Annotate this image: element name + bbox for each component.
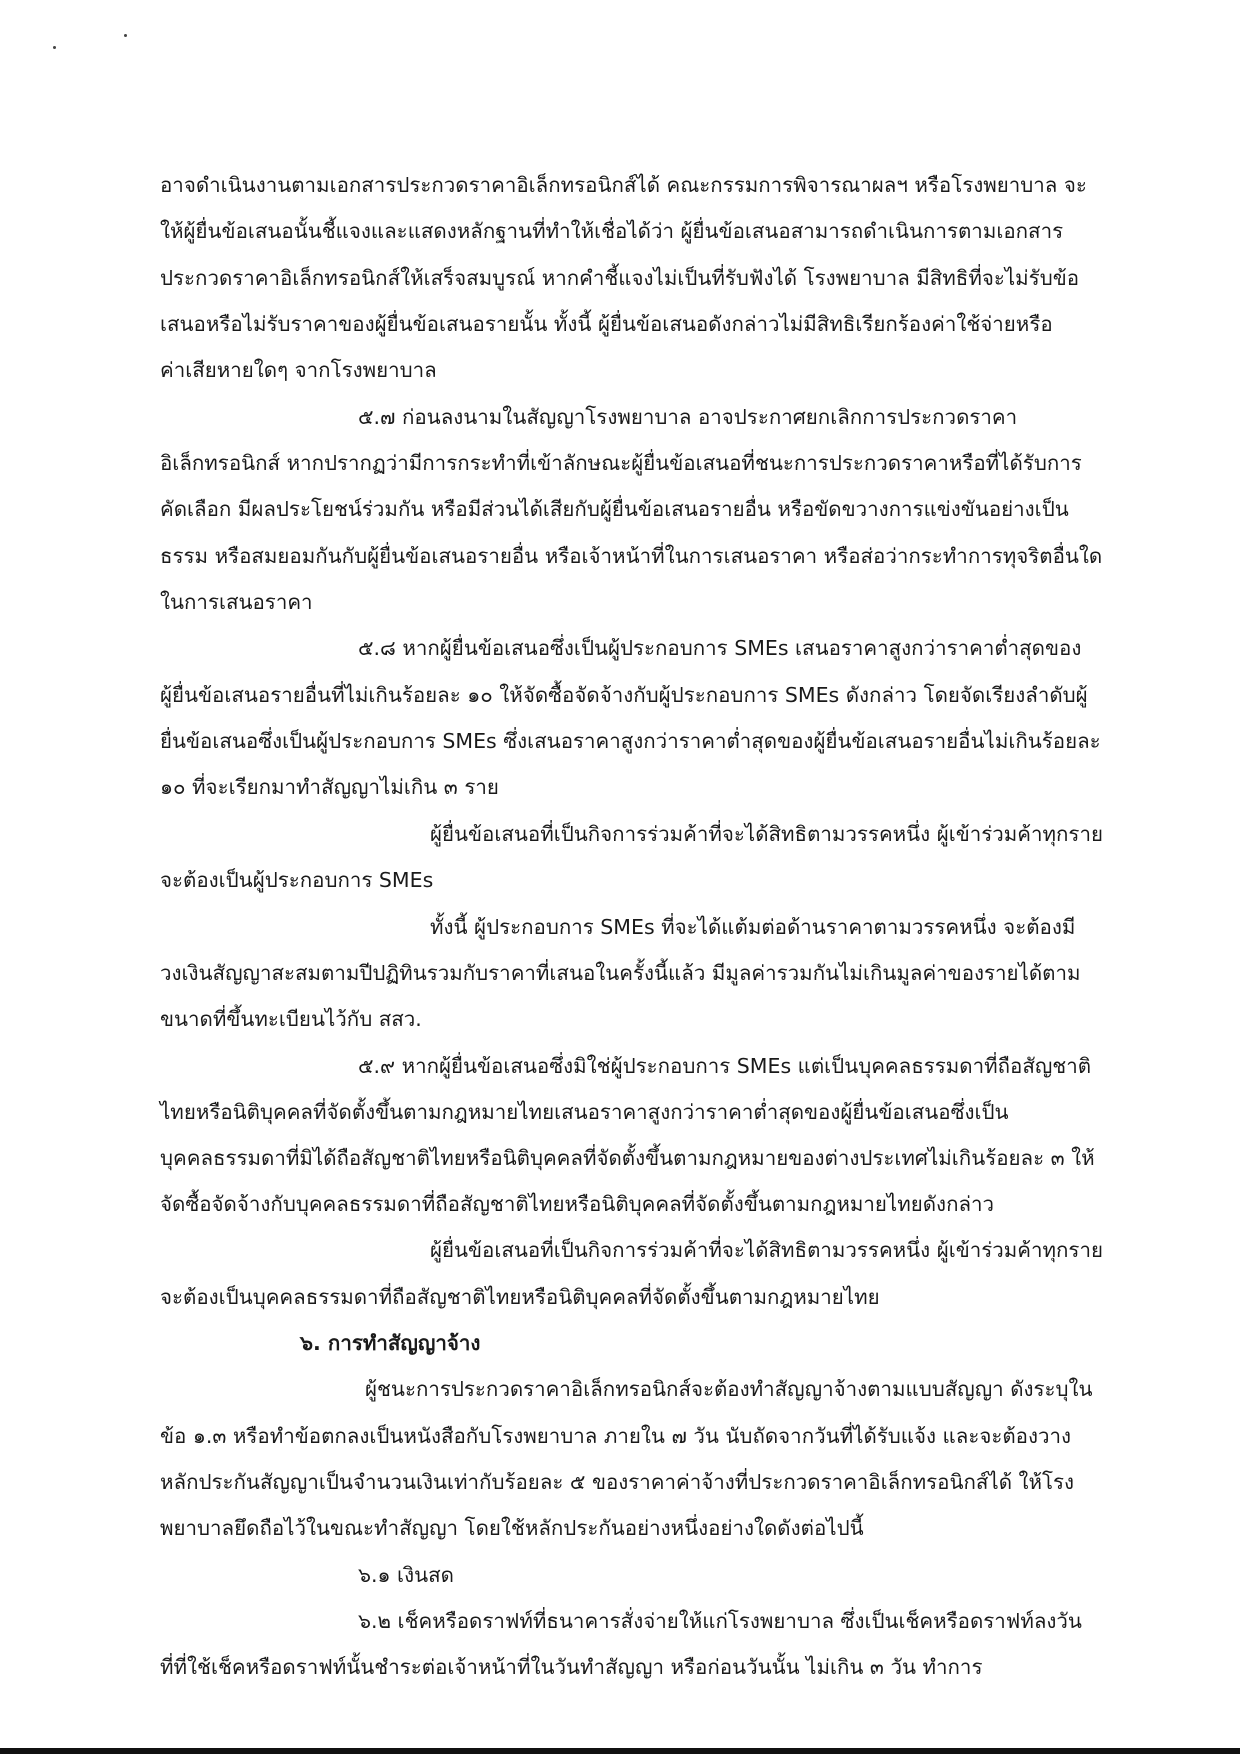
document-text-line: ๕.๙ หากผู้ยื่นข้อเสนอซึ่งมิใช่ผู้ประกอบการ SMEs แต่เป็นบุคคลธรรมดาที่ถือสัญชาติ — [358, 1054, 1092, 1078]
document-text-line: ๖.๒ เช็คหรือดราฟท์ที่ธนาคารสั่งจ่ายให้แก่โรงพยาบาล ซึ่งเป็นเช็คหรือดราฟท์ลงวัน — [358, 1609, 1082, 1633]
document-text-line: จะต้องเป็นผู้ประกอบการ SMEs — [160, 868, 434, 892]
document-text-line: ค่าเสียหายใดๆ จากโรงพยาบาล — [160, 358, 437, 382]
document-text-line: ๖. การทำสัญญาจ้าง — [300, 1331, 481, 1355]
document-text-line: ทั้งนี้ ผู้ประกอบการ SMEs ที่จะได้แต้มต่อด้านราคาตามวรรคหนึ่ง จะต้องมี — [430, 915, 1076, 939]
document-text-line: ขนาดที่ขึ้นทะเบียนไว้กับ สสว. — [160, 1007, 422, 1031]
document-text-line: ๖.๑ เงินสด — [358, 1563, 454, 1587]
document-text-line: ผู้ชนะการประกวดราคาอิเล็กทรอนิกส์จะต้องทำสัญญาจ้างตามแบบสัญญา ดังระบุใน — [365, 1377, 1093, 1401]
document-text-line: อิเล็กทรอนิกส์ หากปรากฏว่ามีการกระทำที่เข้าลักษณะผู้ยื่นข้อเสนอที่ชนะการประกวดราคาหรือที่ได้รับการ — [160, 451, 1082, 475]
document-text-line: เสนอหรือไม่รับราคาของผู้ยื่นข้อเสนอรายนั้น ทั้งนี้ ผู้ยื่นข้อเสนอดังกล่าวไม่มีสิทธิเรียกร้องค่าใช้จ่ายหรือ — [160, 312, 1053, 336]
document-text-line: ข้อ ๑.๓ หรือทำข้อตกลงเป็นหนังสือกับโรงพยาบาล ภายใน ๗ วัน นับถัดจากวันที่ได้รับแจ้ง และจะต้องวาง — [160, 1424, 1072, 1448]
document-text-line: คัดเลือก มีผลประโยชน์ร่วมกัน หรือมีส่วนได้เสียกับผู้ยื่นข้อเสนอรายอื่น หรือขัดขวางการแข่งขันอย่างเป็น — [160, 497, 1069, 521]
document-text-line: ๑๐ ที่จะเรียกมาทำสัญญาไม่เกิน ๓ ราย — [160, 775, 499, 799]
document-text-line: ไทยหรือนิติบุคคลที่จัดตั้งขึ้นตามกฎหมายไทยเสนอราคาสูงกว่าราคาต่ำสุดของผู้ยื่นข้อเสนอซึ่งเป็น — [160, 1100, 1009, 1124]
document-text-line: ๕.๗ ก่อนลงนามในสัญญาโรงพยาบาล อาจประกาศยกเลิกการประกวดราคา — [358, 405, 1018, 429]
scan-speck — [53, 46, 56, 49]
document-text-line: จะต้องเป็นบุคคลธรรมดาที่ถือสัญชาติไทยหรือนิติบุคคลที่จัดตั้งขึ้นตามกฎหมายไทย — [160, 1285, 880, 1309]
document-text-line: ที่ที่ใช้เช็คหรือดราฟท์นั้นชำระต่อเจ้าหน้าที่ในวันทำสัญญา หรือก่อนวันนั้น ไม่เกิน ๓ วัน ทำการ — [160, 1655, 983, 1679]
document-text-line: ยื่นข้อเสนอซึ่งเป็นผู้ประกอบการ SMEs ซึ่งเสนอราคาสูงกว่าราคาต่ำสุดของผู้ยื่นข้อเสนอรายอื่นไม่เกินร้อยละ — [160, 729, 1101, 753]
document-text-line: ผู้ยื่นข้อเสนอรายอื่นที่ไม่เกินร้อยละ ๑๐ ให้จัดซื้อจัดจ้างกับผู้ประกอบการ SMEs ดังกล่าว โดยจัดเรียงลำดับผู้ — [160, 683, 1088, 707]
document-text-line: อาจดำเนินงานตามเอกสารประกวดราคาอิเล็กทรอนิกส์ได้ คณะกรรมการพิจารณาผลฯ หรือโรงพยาบาล จะ — [160, 173, 1087, 197]
document-text-line: ประกวดราคาอิเล็กทรอนิกส์ให้เสร็จสมบูรณ์ หากคำชี้แจงไม่เป็นที่รับฟังได้ โรงพยาบาล มีสิทธิที่จะไม่รับข้อ — [160, 266, 1080, 290]
document-text-line: พยาบาลยึดถือไว้ในขณะทำสัญญา โดยใช้หลักประกันอย่างหนึ่งอย่างใดดังต่อไปนี้ — [160, 1516, 864, 1540]
scan-bottom-edge — [0, 1748, 1240, 1754]
document-text-line: ผู้ยื่นข้อเสนอที่เป็นกิจการร่วมค้าที่จะได้สิทธิตามวรรคหนึ่ง ผู้เข้าร่วมค้าทุกราย — [430, 1238, 1103, 1262]
document-text-line: ในการเสนอราคา — [160, 590, 313, 614]
document-text-line: หลักประกันสัญญาเป็นจำนวนเงินเท่ากับร้อยละ ๕ ของราคาค่าจ้างที่ประกวดราคาอิเล็กทรอนิกส์ได้ ให้โรง — [160, 1470, 1075, 1494]
document-text-line: บุคคลธรรมดาที่มิได้ถือสัญชาติไทยหรือนิติบุคคลที่จัดตั้งขึ้นตามกฎหมายของต่างประเทศไม่เกินร้อยละ ๓ ให้ — [160, 1146, 1095, 1170]
document-text-line: ธรรม หรือสมยอมกันกับผู้ยื่นข้อเสนอรายอื่น หรือเจ้าหน้าที่ในการเสนอราคา หรือส่อว่ากระทำการทุจริตอื่นใด — [160, 544, 1103, 568]
document-text-line: ๕.๘ หากผู้ยื่นข้อเสนอซึ่งเป็นผู้ประกอบการ SMEs เสนอราคาสูงกว่าราคาต่ำสุดของ — [358, 636, 1082, 660]
document-text-line: ให้ผู้ยื่นข้อเสนอนั้นชี้แจงและแสดงหลักฐานที่ทำให้เชื่อได้ว่า ผู้ยื่นข้อเสนอสามารถดำเนินการตามเอกสาร — [160, 219, 1064, 243]
document-text-line: จัดซื้อจัดจ้างกับบุคคลธรรมดาที่ถือสัญชาติไทยหรือนิติบุคคลที่จัดตั้งขึ้นตามกฎหมายไทยดังกล่าว — [160, 1192, 995, 1216]
scan-speck — [124, 34, 127, 37]
document-text-line: ผู้ยื่นข้อเสนอที่เป็นกิจการร่วมค้าที่จะได้สิทธิตามวรรคหนึ่ง ผู้เข้าร่วมค้าทุกราย — [430, 822, 1103, 846]
document-text-line: วงเงินสัญญาสะสมตามปีปฏิทินรวมกับราคาที่เสนอในครั้งนี้แล้ว มีมูลค่ารวมกันไม่เกินมูลค่าของรายได้ตาม — [160, 961, 1081, 985]
